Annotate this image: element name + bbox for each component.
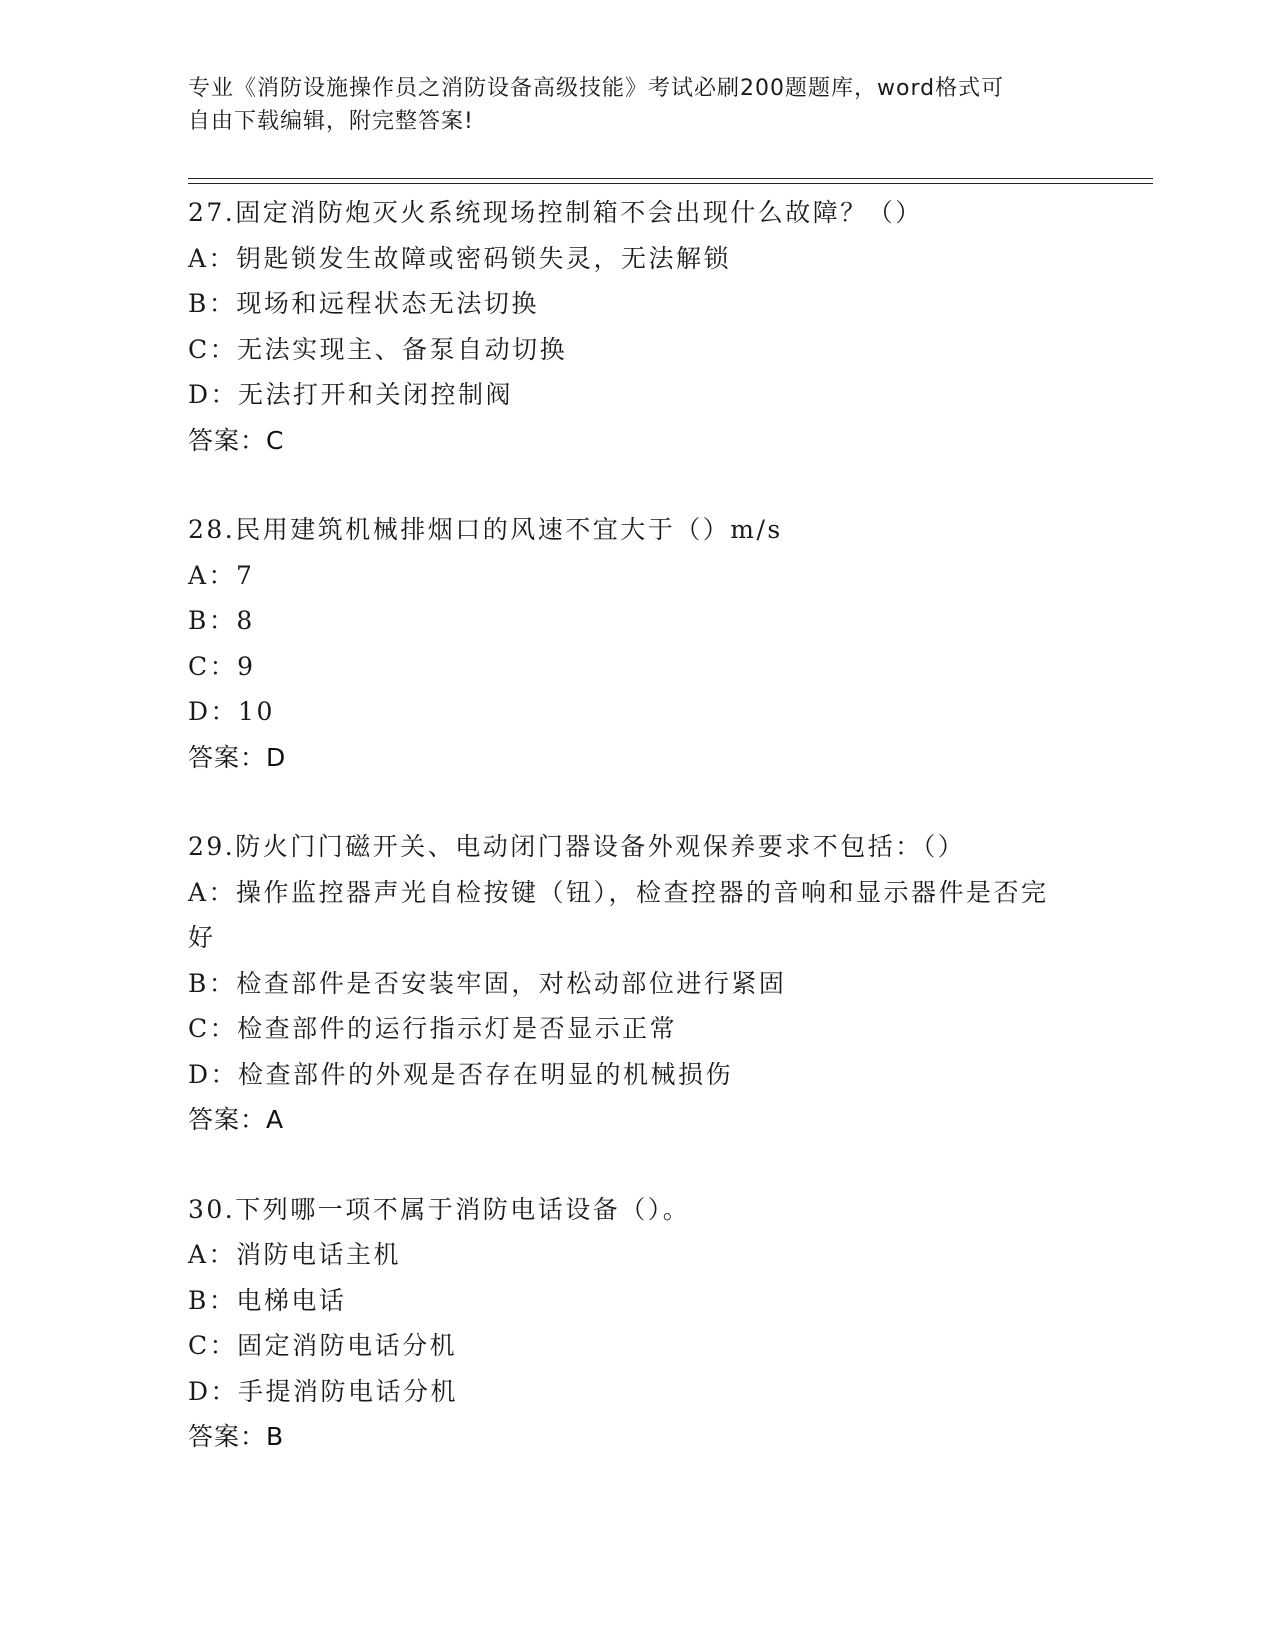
option-b: B：检查部件是否安装牢固，对松动部位进行紧固 (188, 968, 787, 998)
option-b: B：电梯电话 (188, 1285, 347, 1315)
question-stem: 30.下列哪一项不属于消防电话设备（）。 (188, 1194, 691, 1224)
question-30 (188, 1187, 1088, 1460)
option-d: D：检查部件的外观是否存在明显的机械损伤 (188, 1059, 734, 1089)
option-d: D：手提消防电话分机 (188, 1376, 459, 1406)
answer-label: 答案：D (188, 742, 287, 772)
option-c: C：检查部件的运行指示灯是否显示正常 (188, 1014, 678, 1043)
question-stem: 29.防火门门磁开关、电动闭门器设备外观保养要求不包括：（） (188, 832, 966, 861)
header-divider-bottom (188, 183, 1153, 184)
question-29 (188, 824, 1088, 1143)
question-27 (188, 190, 1088, 463)
option-d: D：10 (188, 697, 275, 726)
option-c: C：固定消防电话分机 (188, 1331, 458, 1360)
option-c: C：9 (188, 651, 256, 681)
option-b: B：现场和远程状态无法切换 (188, 289, 539, 318)
option-c: C：无法实现主、备泵自动切换 (188, 334, 568, 364)
document-header (188, 72, 1088, 138)
question-list (188, 190, 1088, 1504)
header-line-1: 专业《消防设施操作员之消防设备高级技能》考试必刷200题题库，word格式可 (188, 76, 1005, 101)
answer-label: 答案：B (188, 1422, 285, 1451)
question-stem: 27.固定消防炮灭火系统现场控制箱不会出现什么故障？（） (188, 198, 923, 227)
header-line-2: 自由下载编辑，附完整答案! (188, 109, 474, 134)
answer-label: 答案：A (188, 1105, 285, 1134)
option-a: A：钥匙锁发生故障或密码锁失灵，无法解锁 (188, 243, 732, 273)
option-b: B：8 (188, 606, 255, 635)
question-28 (188, 507, 1088, 780)
option-d: D：无法打开和关闭控制阀 (188, 380, 514, 409)
question-stem: 28.民用建筑机械排烟口的风速不宜大于（）m/s (188, 515, 783, 544)
option-a: A：操作监控器声光自检按键（钮），检查控器的音响和显示器件是否完好 (188, 877, 1049, 952)
option-a: A：7 (188, 560, 255, 590)
answer-label: 答案：C (188, 425, 285, 455)
option-a: A：消防电话主机 (188, 1240, 402, 1269)
header-divider-top (188, 178, 1153, 179)
